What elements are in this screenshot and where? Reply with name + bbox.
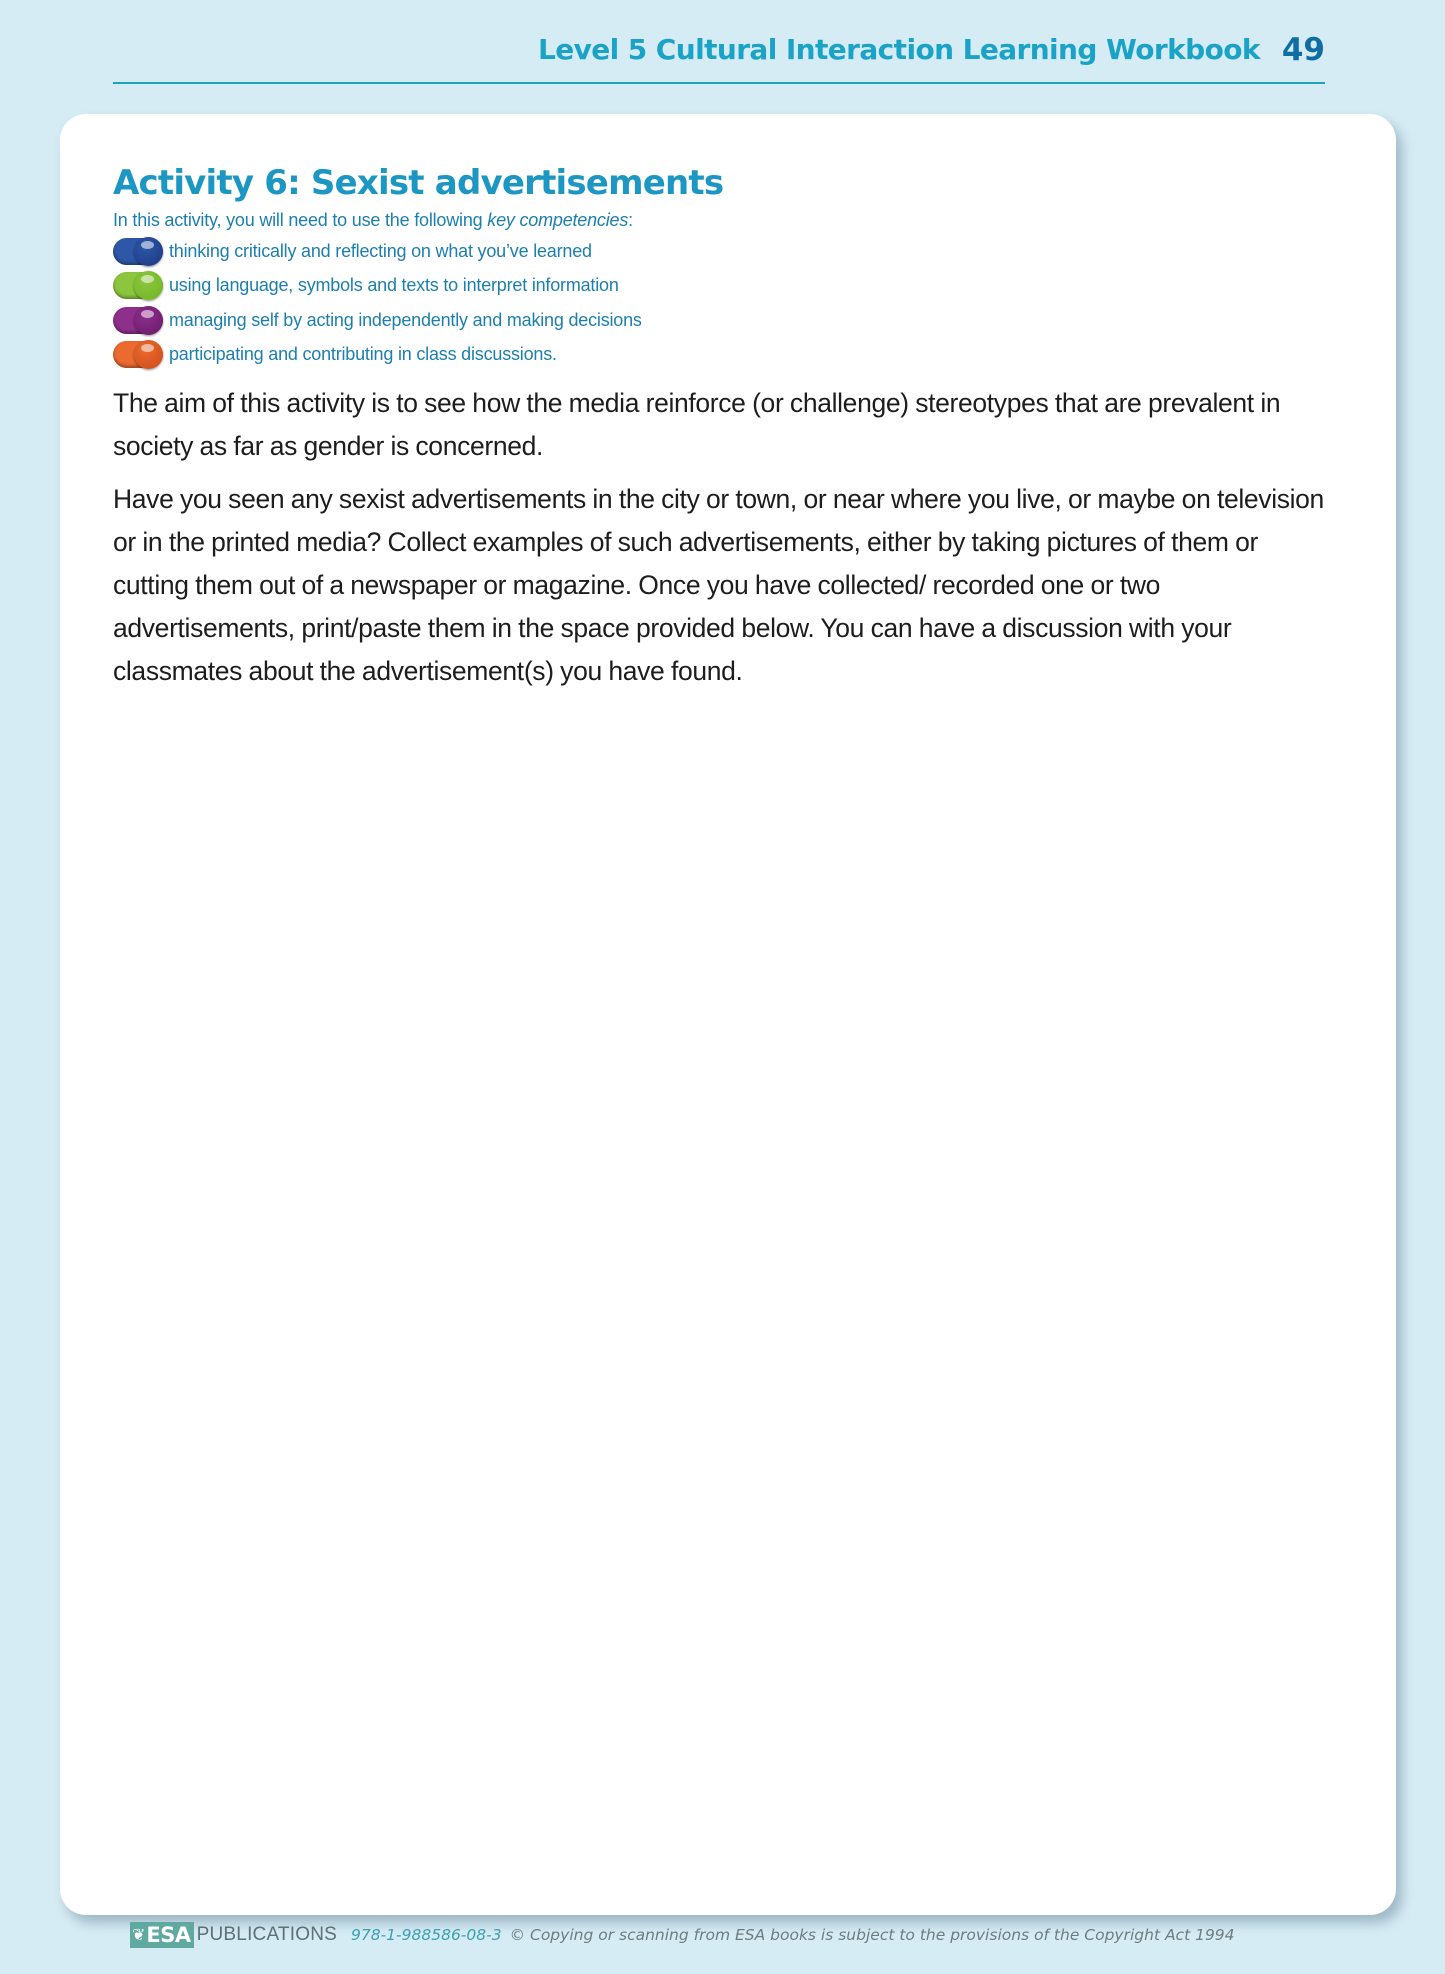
intro-emphasis: key competencies (487, 210, 629, 230)
competency-item (113, 303, 1328, 338)
toggle-orange-icon (113, 341, 163, 368)
intro-prefix: In this activity, you will need to use the following (113, 210, 488, 230)
running-header (113, 30, 1325, 84)
leaf-icon: ❦ (132, 1927, 146, 1944)
toggle-blue-icon (113, 238, 163, 265)
toggle-knob (134, 306, 163, 335)
esa-logo-text: ESA (146, 1923, 191, 1947)
instructions-paragraph: Have you seen any sexist advertisements in the city or town, or near where you live, or maybe on television or in the printed media? Collect examples of such advertisements, either by taking pictures of them or cutting them out of a newspaper or magazine. Once you have collected/ recorded one or two advertisements, print/paste them in the space provided below. You can have a discussion with your classmates about the advertisement(s) you have found. (113, 484, 1324, 686)
activity-title: Activity 6: Sexist advertisements (113, 163, 724, 203)
toggle-purple-icon (113, 307, 163, 334)
intro-suffix: : (628, 210, 633, 230)
activity-content (113, 160, 1328, 693)
esa-logo (130, 1922, 194, 1948)
isbn: 978-1-988586-08-3 (351, 1926, 502, 1944)
copyright-notice: © Copying or scanning from ESA books is subject to the provisions of the Copyright Act 1994 (509, 1926, 1235, 1944)
competency-item (113, 234, 1328, 269)
content-card (60, 114, 1396, 1915)
competency-label: using language, symbols and texts to interpret information (169, 275, 619, 296)
competencies-intro (113, 208, 1328, 232)
competency-label: managing self by acting independently and making decisions (169, 309, 642, 330)
competency-label: participating and contributing in class discussions. (169, 344, 557, 365)
toggle-knob (134, 237, 163, 266)
publisher-name: PUBLICATIONS (196, 1924, 337, 1945)
workbook-title: Level 5 Cultural Interaction Learning Workbook (537, 33, 1260, 66)
page-number: 49 (1281, 32, 1325, 68)
aim-paragraph: The aim of this activity is to see how the media reinforce (or challenge) stereotypes that are prevalent in society as far as gender is concerned. (113, 388, 1281, 461)
page-footer (130, 1920, 1235, 1950)
toggle-green-icon (113, 272, 163, 299)
competency-label: thinking critically and reflecting on what you’ve learned (169, 240, 592, 261)
competency-item (113, 269, 1328, 304)
toggle-knob (134, 271, 163, 300)
toggle-knob (134, 340, 163, 369)
competency-item (113, 338, 1328, 373)
competency-list (113, 234, 1328, 372)
